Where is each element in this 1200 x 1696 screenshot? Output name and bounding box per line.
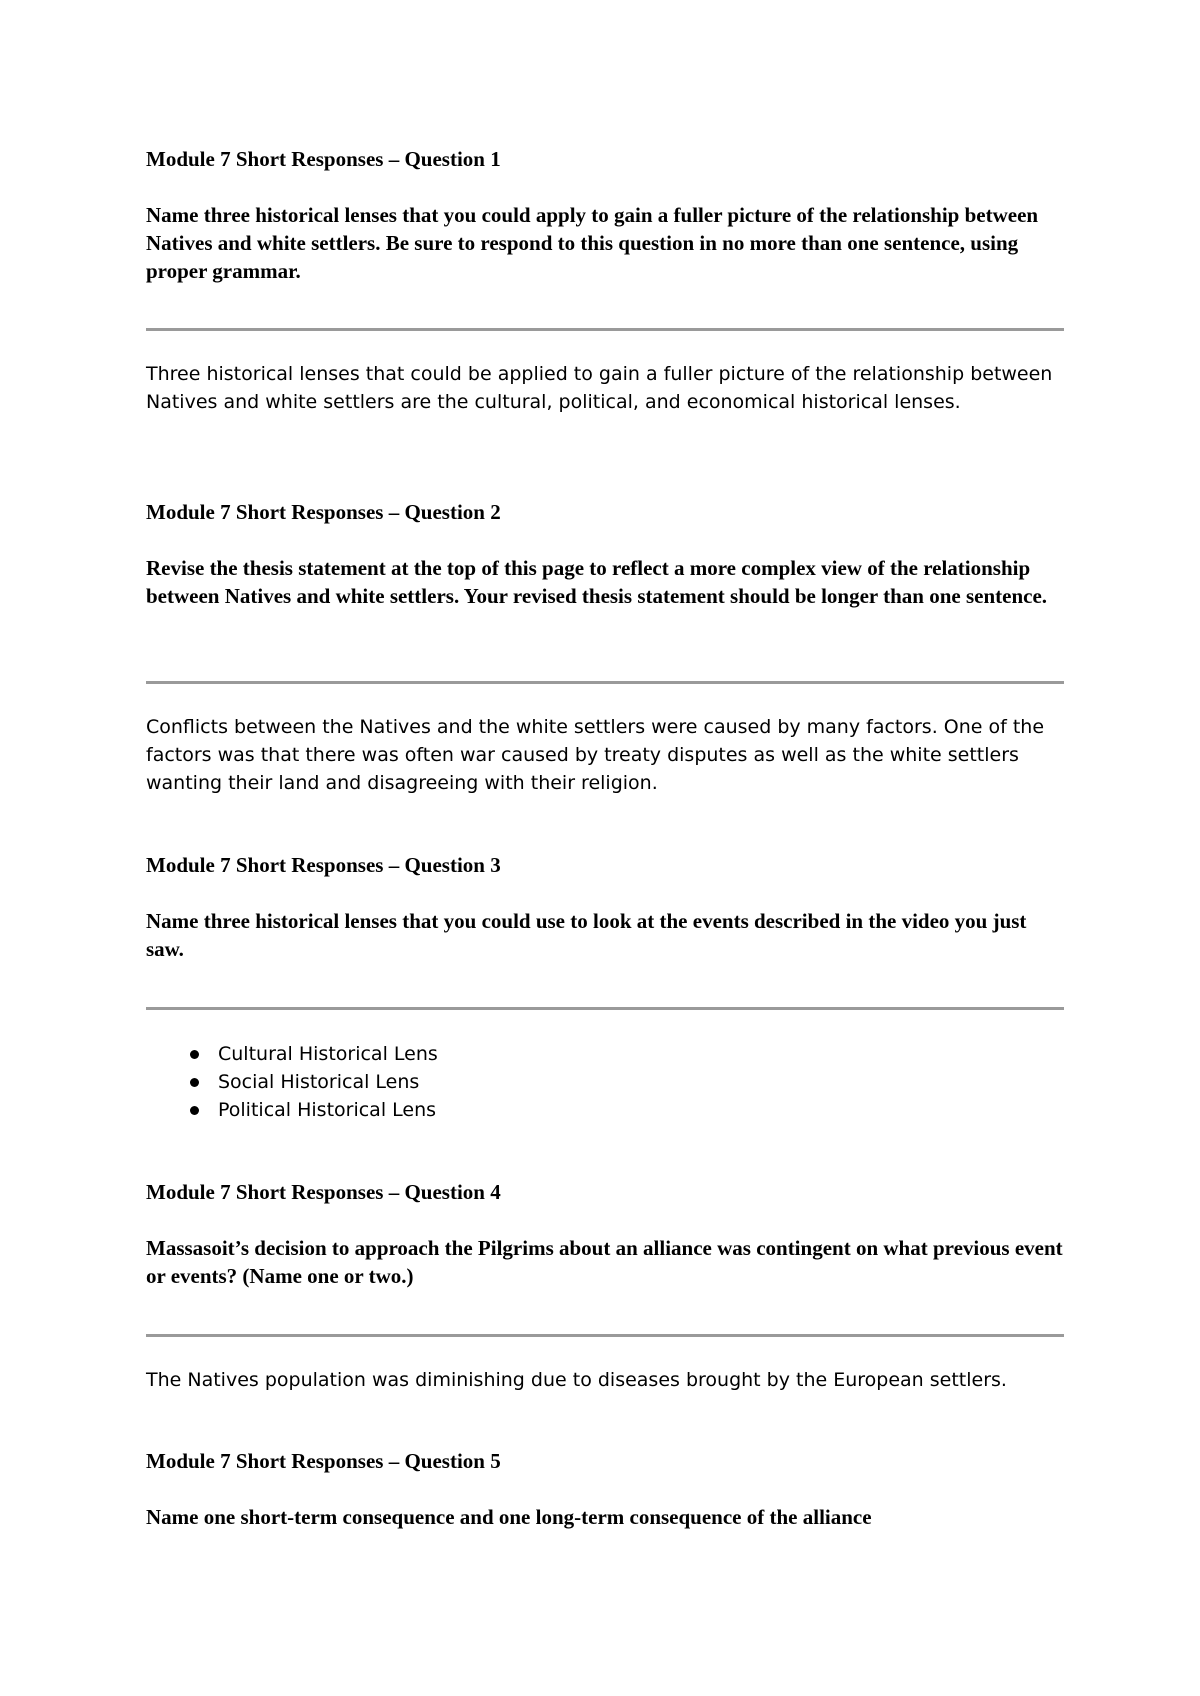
question-5-prompt-block (146, 1503, 1064, 1531)
question-4-divider-block (146, 1334, 1064, 1337)
question-heading: Module 7 Short Responses – Question 2 (146, 500, 501, 524)
answer-divider (146, 1334, 1064, 1337)
question-1-divider-block (146, 328, 1064, 331)
answer-text: Conflicts between the Natives and the white settlers were caused by many factors. One of the factors was that there was often war caused by treaty disputes as well as the white settlers wanting their land and disagreeing with their religion. (146, 716, 1045, 794)
question-4 (146, 1178, 501, 1206)
list-item-text: Political Historical Lens (218, 1099, 437, 1121)
question-2-prompt-block (146, 554, 1064, 610)
question-prompt: Name one short-term consequence and one long-term consequence of the alliance (146, 1505, 872, 1529)
answer-text: The Natives population was diminishing due to diseases brought by the European settlers. (146, 1369, 1007, 1391)
bullet-icon (190, 1050, 199, 1059)
question-1-answer-block (146, 360, 1064, 416)
bullet-icon (190, 1078, 199, 1087)
list-item (146, 1040, 438, 1068)
question-heading: Module 7 Short Responses – Question 1 (146, 147, 501, 171)
question-5 (146, 1447, 501, 1475)
bullet-icon (190, 1106, 199, 1115)
list-item-text: Cultural Historical Lens (218, 1043, 438, 1065)
question-4-answer-block (146, 1366, 1064, 1394)
question-2-answer-block (146, 713, 1064, 797)
list-item (146, 1096, 438, 1124)
question-4-prompt-block (146, 1234, 1064, 1290)
question-prompt: Name three historical lenses that you could apply to gain a fuller picture of the relationship between Natives and white settlers. Be sure to respond to this question in no more than one sentence, using proper grammar. (146, 203, 1039, 283)
question-heading: Module 7 Short Responses – Question 5 (146, 1449, 501, 1473)
question-2 (146, 498, 501, 526)
question-prompt: Massasoit’s decision to approach the Pilgrims about an alliance was contingent on what previous event or events? (Name one or two.) (146, 1236, 1063, 1288)
answer-bullet-list (146, 1040, 438, 1124)
question-prompt: Name three historical lenses that you could use to look at the events described in the video you just saw. (146, 909, 1027, 961)
question-1 (146, 145, 501, 173)
question-3-prompt-block (146, 907, 1064, 963)
question-3 (146, 851, 501, 879)
question-3-answer-block (146, 1040, 438, 1124)
question-heading: Module 7 Short Responses – Question 3 (146, 853, 501, 877)
answer-text: Three historical lenses that could be applied to gain a fuller picture of the relationship between Natives and white settlers are the cultural, political, and economical historical lenses. (146, 363, 1053, 413)
question-heading: Module 7 Short Responses – Question 4 (146, 1180, 501, 1204)
answer-divider (146, 681, 1064, 684)
answer-divider (146, 1007, 1064, 1010)
question-1-prompt-block (146, 201, 1064, 285)
list-item (146, 1068, 438, 1096)
list-item-text: Social Historical Lens (218, 1071, 420, 1093)
question-prompt: Revise the thesis statement at the top of this page to reflect a more complex view of the relationship between Natives and white settlers. Your revised thesis statement should be longer than one sentence. (146, 556, 1048, 608)
question-2-divider-block (146, 681, 1064, 684)
question-3-divider-block (146, 1007, 1064, 1010)
answer-divider (146, 328, 1064, 331)
